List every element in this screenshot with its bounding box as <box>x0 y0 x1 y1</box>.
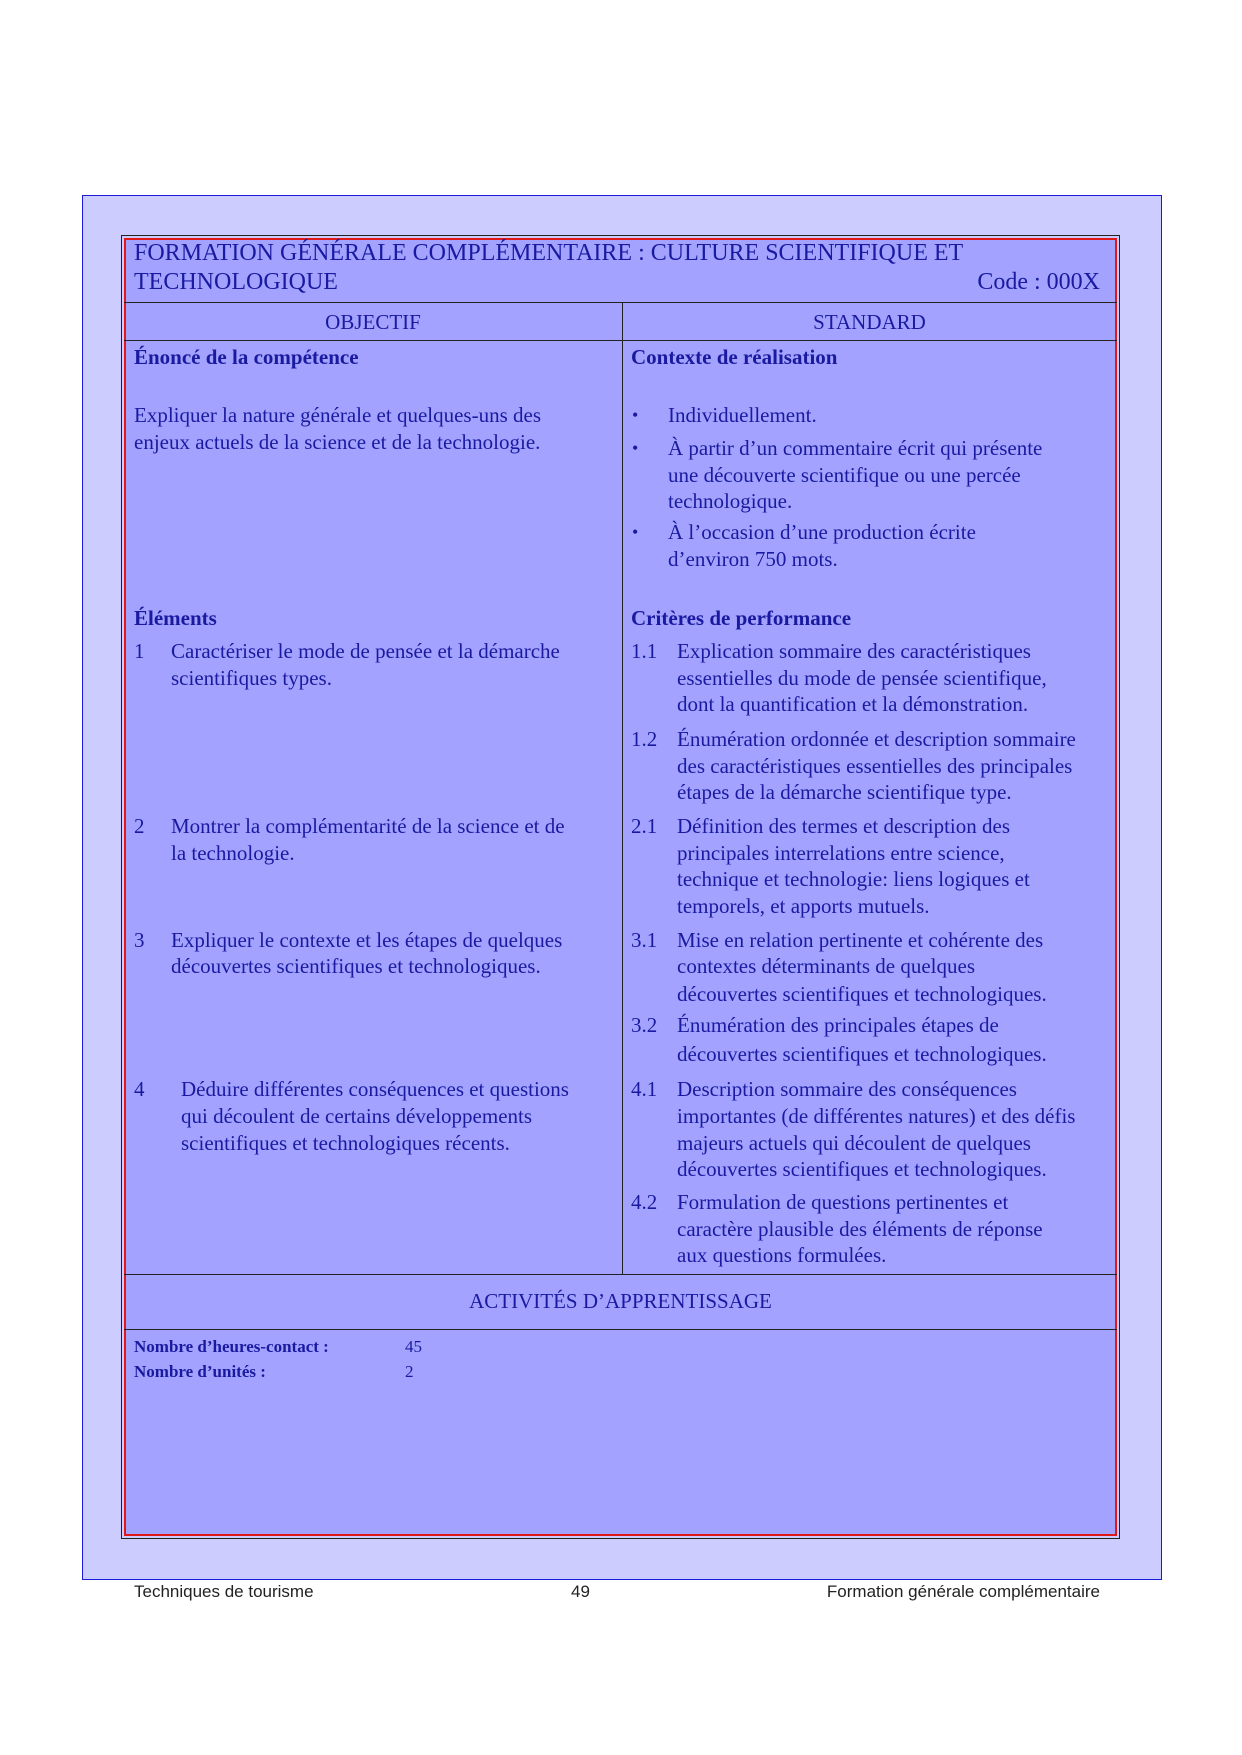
divider-header <box>124 302 1117 303</box>
column-header-objectif: OBJECTIF <box>325 310 421 334</box>
criterion-2-1-line4: temporels, et apports mutuels. <box>677 894 930 918</box>
criterion-4-1-line1: Description sommaire des conséquences <box>677 1077 1017 1101</box>
criterion-1-1-line3: dont la quantification et la démonstration. <box>677 692 1029 716</box>
criterion-1-2-line2: des caractéristiques essentielles des principales <box>677 754 1073 778</box>
column-header-standard: STANDARD <box>813 310 926 334</box>
form-code: Code : 000X <box>977 269 1100 295</box>
divider-activities-top <box>124 1274 1117 1275</box>
competence-line1: Expliquer la nature générale et quelques-uns des <box>134 403 542 427</box>
units-label: Nombre d’unités : <box>134 1362 266 1381</box>
context-bullet2-line1: À partir d’un commentaire écrit qui présente <box>668 436 1043 460</box>
context-bullet2-line3: technologique. <box>668 489 793 513</box>
element-3-line2: découvertes scientifiques et technologiques. <box>171 954 541 978</box>
elements-heading: Éléments <box>134 606 217 630</box>
element-2-line1: Montrer la complémentarité de la science et de <box>171 814 565 838</box>
activities-heading: ACTIVITÉS D’APPRENTISSAGE <box>469 1289 772 1313</box>
criteria-heading: Critères de performance <box>631 606 852 630</box>
criterion-3-1-number: 3.1 <box>631 928 658 952</box>
criterion-1-1-number: 1.1 <box>631 639 658 663</box>
criterion-4-2-line3: aux questions formulées. <box>677 1243 887 1267</box>
competence-line2: enjeux actuels de la science et de la technologie. <box>134 430 541 454</box>
bullet-2: • <box>632 438 639 458</box>
criterion-3-1-line1: Mise en relation pertinente et cohérente des <box>677 928 1044 952</box>
criterion-1-1-line1: Explication sommaire des caractéristiques <box>677 639 1031 663</box>
bullet-3: • <box>632 522 639 542</box>
footer-section: Formation générale complémentaire <box>826 1582 1100 1601</box>
criterion-3-2-line2: découvertes scientifiques et technologiques. <box>677 1042 1047 1066</box>
divider-activities-bottom <box>124 1329 1117 1330</box>
element-4-line2: qui découlent de certains développements <box>181 1104 533 1128</box>
context-bullet1: Individuellement. <box>668 403 817 427</box>
bullet-1: • <box>632 405 639 425</box>
criterion-4-2-number: 4.2 <box>631 1190 658 1214</box>
criterion-3-1-line2: contextes déterminants de quelques <box>677 954 975 978</box>
units-value: 2 <box>405 1362 414 1381</box>
criterion-1-1-line2: essentielles du mode de pensée scientifique, <box>677 666 1047 690</box>
context-bullet2-line2: une découverte scientifique ou une percée <box>668 463 1021 487</box>
criterion-4-1-line2: importantes (de différentes natures) et des défis <box>677 1104 1076 1128</box>
element-3-number: 3 <box>134 928 145 952</box>
criterion-4-2-line1: Formulation de questions pertinentes et <box>677 1190 1009 1214</box>
element-3-line1: Expliquer le contexte et les étapes de quelques <box>171 928 563 952</box>
criterion-4-2-line2: caractère plausible des éléments de réponse <box>677 1217 1043 1241</box>
criterion-3-1-line3: découvertes scientifiques et technologiques. <box>677 982 1047 1006</box>
context-bullet3-line2: d’environ 750 mots. <box>668 547 838 571</box>
element-4-line1: Déduire différentes conséquences et questions <box>181 1077 569 1101</box>
element-2-line2: la technologie. <box>171 841 295 865</box>
criterion-1-2-line1: Énumération ordonnée et description sommaire <box>677 727 1076 751</box>
criterion-1-2-number: 1.2 <box>631 727 658 751</box>
criterion-2-1-number: 2.1 <box>631 814 658 838</box>
criterion-2-1-line1: Définition des termes et description des <box>677 814 1010 838</box>
criterion-4-1-line4: découvertes scientifiques et technologiques. <box>677 1157 1047 1181</box>
contact-hours-value: 45 <box>405 1337 422 1356</box>
divider-columns <box>124 340 1117 341</box>
criterion-1-2-line3: étapes de la démarche scientifique type. <box>677 780 1012 804</box>
element-4-number: 4 <box>134 1077 145 1101</box>
criterion-4-1-number: 4.1 <box>631 1077 658 1101</box>
element-4-line3: scientifiques et technologiques récents. <box>181 1131 510 1155</box>
criterion-3-2-number: 3.2 <box>631 1013 658 1037</box>
context-bullet3-line1: À l’occasion d’une production écrite <box>668 520 976 544</box>
criterion-3-2-line1: Énumération des principales étapes de <box>677 1013 999 1037</box>
context-heading: Contexte de réalisation <box>631 345 838 369</box>
element-1-number: 1 <box>134 639 145 663</box>
criterion-2-1-line2: principales interrelations entre science, <box>677 841 1005 865</box>
contact-hours-label: Nombre d’heures-contact : <box>134 1337 329 1356</box>
criterion-4-1-line3: majeurs actuels qui découlent de quelques <box>677 1131 1031 1155</box>
criterion-2-1-line3: technique et technologie: liens logiques et <box>677 867 1030 891</box>
element-1-line2: scientifiques types. <box>171 666 332 690</box>
form-title-line1: FORMATION GÉNÉRALE COMPLÉMENTAIRE : CULTURE SCIENTIFIQUE ET <box>134 240 964 266</box>
element-2-number: 2 <box>134 814 145 838</box>
column-divider <box>622 303 623 1274</box>
element-1-line1: Caractériser le mode de pensée et la démarche <box>171 639 560 663</box>
form-title-line2: TECHNOLOGIQUE <box>134 269 338 295</box>
footer-page-number: 49 <box>571 1582 590 1601</box>
footer-program: Techniques de tourisme <box>134 1582 314 1601</box>
competence-heading: Énoncé de la compétence <box>134 345 359 369</box>
